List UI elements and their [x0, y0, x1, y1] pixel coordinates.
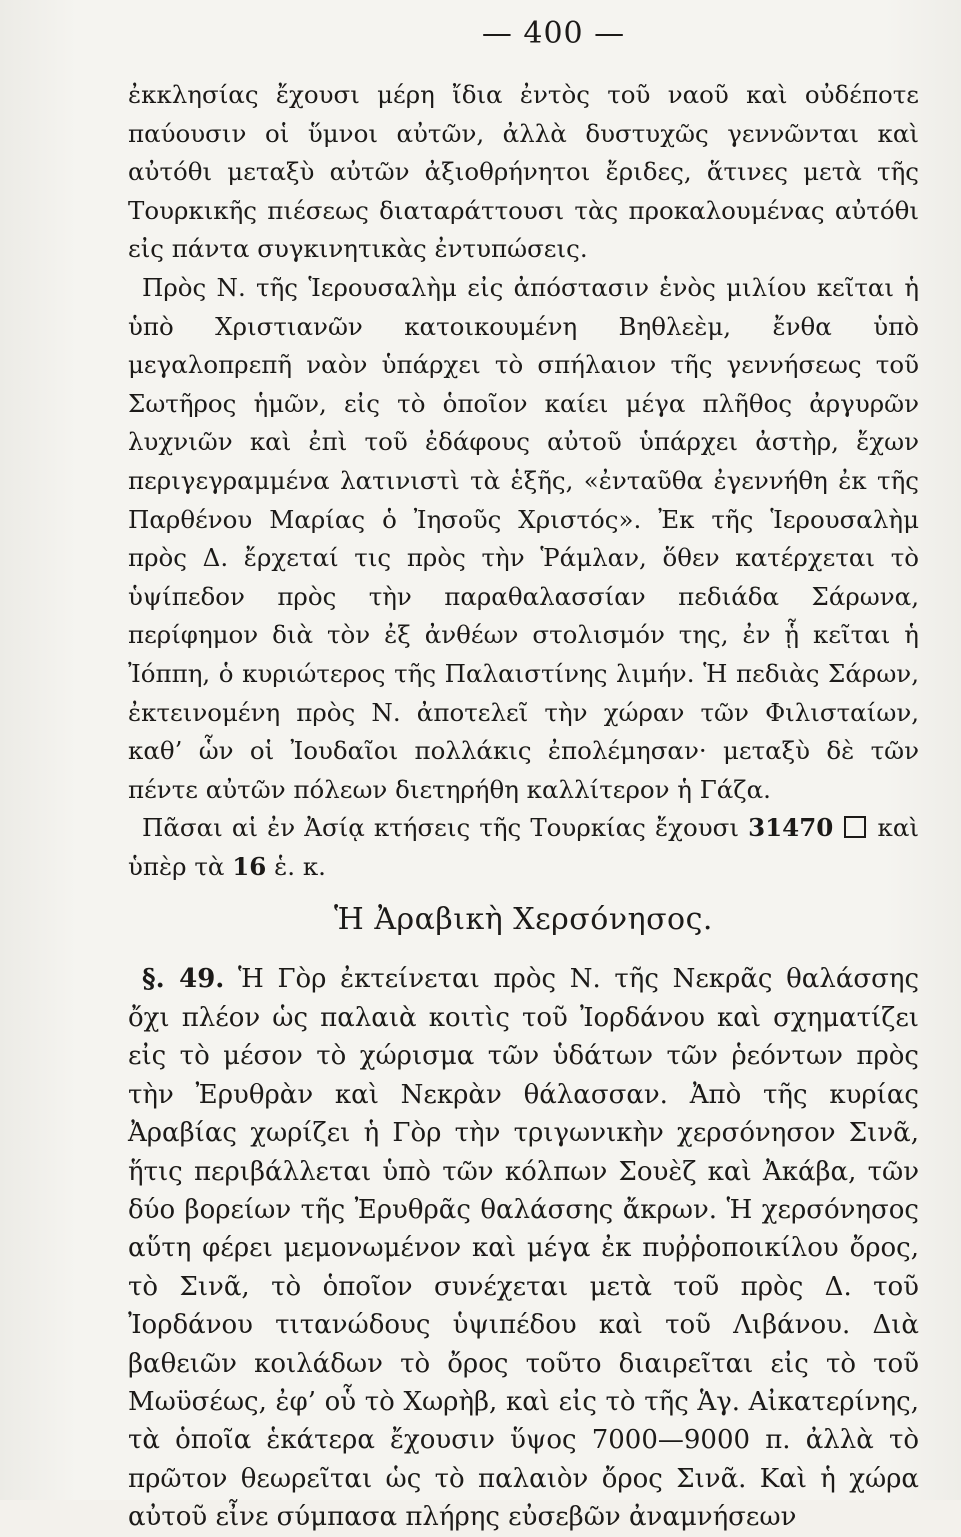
paragraph-asia-possessions: [128, 809, 919, 886]
paragraph-church: ἐκκλησίας ἔχουσι μέρη ἴδια ἐντὸς τοῦ ναοῦ καὶ οὐδέποτε παύουσιν οἱ ὕμνοι αὐτῶν, ἀλλὰ δυστυχῶς γεννῶνται καὶ αὐτόθι μεταξὺ αὐτῶν ἀξιοθρήνητοι ἔριδες, ἅτινες μετὰ τῆς Τουρκικῆς πιέσεως διαταράττουσι τὰς προκαλουμένας αὐτόθι εἰς πάντα συγκινητικὰς ἐντυπώσεις.: [128, 80, 919, 264]
possessions-text-cont: καὶ ὑπὲρ τὰ: [128, 813, 919, 881]
section-paragraph: [128, 960, 919, 1536]
section-number: §. 49.: [142, 964, 225, 995]
paragraph-bethlehem: Πρὸς Ν. τῆς Ἱερουσαλὴμ εἰς ἀπόστασιν ἑνὸς μιλίου κεῖται ἡ ὑπὸ Χριστιανῶν κατοικουμένη Βηθλεὲμ, ἔνθα ὑπὸ μεγαλοπρεπῆ ναὸν ὑπάρχει τὸ σπήλαιον τῆς γεννήσεως τοῦ Σωτῆρος ἡμῶν, εἰς τὸ ὁποῖον καίει μέγα πλῆθος ἀργυρῶν λυχνιῶν καὶ ἐπὶ τοῦ ἐδάφους αὐτοῦ ὑπάρχει ἀστὴρ, ἔχων περιγεγραμμένα λατινιστὶ τὰ ἑξῆς, «ἐνταῦθα ἐγεννήθη ἐκ τῆς Παρθένου Μαρίας ὁ Ἰησοῦς Χριστός». Ἐκ τῆς Ἱερουσαλὴμ πρὸς Δ. ἔρχεταί τις πρὸς τὴν Ῥάμλαν, ὅθεν κατέρχεται τὸ ὑψίπεδον πρὸς τὴν παραθαλασσίαν πεδιάδα Σάρωνα, περίφημον διὰ τὸν ἐξ ἀνθέων στολισμόν της, ἐν ᾗ κεῖται ἡ Ἰόππη, ὁ κυριώτερος τῆς Παλαιστίνης λιμήν. Ἡ πεδιὰς Σάρων, ἐκτεινομένη πρὸς Ν. ἀποτελεῖ τὴν χώραν τῶν Φιλισταίων, καθ’ ὧν οἱ Ἰουδαῖοι πολλάκις ἐπολέμησαν· μεταξὺ δὲ τῶν πέντε αὐτῶν πόλεων διετηρήθη καλλίτερον ἡ Γάζα.: [128, 272, 919, 804]
section-body: Ἡ Γὸρ ἐκτείνεται πρὸς Ν. τῆς Νεκρᾶς θαλάσσης ὄχι πλέον ὡς παλαιὰ κοιτὶς τοῦ Ἰορδάνου καὶ σχηματίζει εἰς τὸ μέσον τὸ χώρισμα τῶν ὑδάτων τῶν ῥεόντων πρὸς τὴν Ἐρυθρὰν καὶ Νεκρὰν θάλασσαν. Ἀπὸ τῆς κυρίας Ἀραβίας χωρίζει ἡ Γὸρ τὴν τριγωνικὴν χερσόνησον Σινᾶ, ἥτις περιβάλλεται ὑπὸ τῶν κόλπων Σουὲζ καὶ Ἀκάβα, τῶν δύο βορείων τῆς Ἐρυθρᾶς θαλάσσης ἄκρων. Ἡ χερσόνησος αὕτη φέρει μεμονωμένον καὶ μέγα ἐκ πυῤῥοποικίλου ὄρος, τὸ Σινᾶ, τὸ ὁποῖον συνέχεται μετὰ τοῦ πρὸς Δ. τοῦ Ἰορδάνου τιτανώδους ὑψιπέδου καὶ τοῦ Λιβάνου. Διὰ βαθειῶν κοιλάδων τὸ ὄρος τοῦτο διαιρεῖται εἰς τὸ τοῦ Μωϋσέως, ἐφ’ οὗ τὸ Χωρὴβ, καὶ εἰς τὸ τῆς Ἁγ. Αἰκατερίνης, τὰ ὁποῖα ἑκάτερα ἔχουσιν ὕψος 7000—9000 π. ἀλλὰ τὸ πρῶτον θεωρεῖται ὡς τὸ παλαιὸν ὄρος Σινᾶ. Καὶ ἡ χώρα αὐτοῦ εἶνε σύμπασα πλήρης εὐσεβῶν ἀναμνήσεων: [128, 964, 920, 1533]
section-heading: Ἡ Ἀραβικὴ Χερσόνησος.: [334, 902, 713, 938]
page-number: — 400 —: [481, 16, 626, 51]
area-value: 31470: [748, 813, 834, 843]
population-value: 16: [232, 851, 267, 881]
possessions-text: Πᾶσαι αἱ ἐν Ἀσίᾳ κτήσεις τῆς Τουρκίας ἔχουσι: [142, 813, 739, 843]
square-unit-icon: [844, 816, 866, 838]
population-unit: ἑ. κ.: [274, 851, 326, 881]
